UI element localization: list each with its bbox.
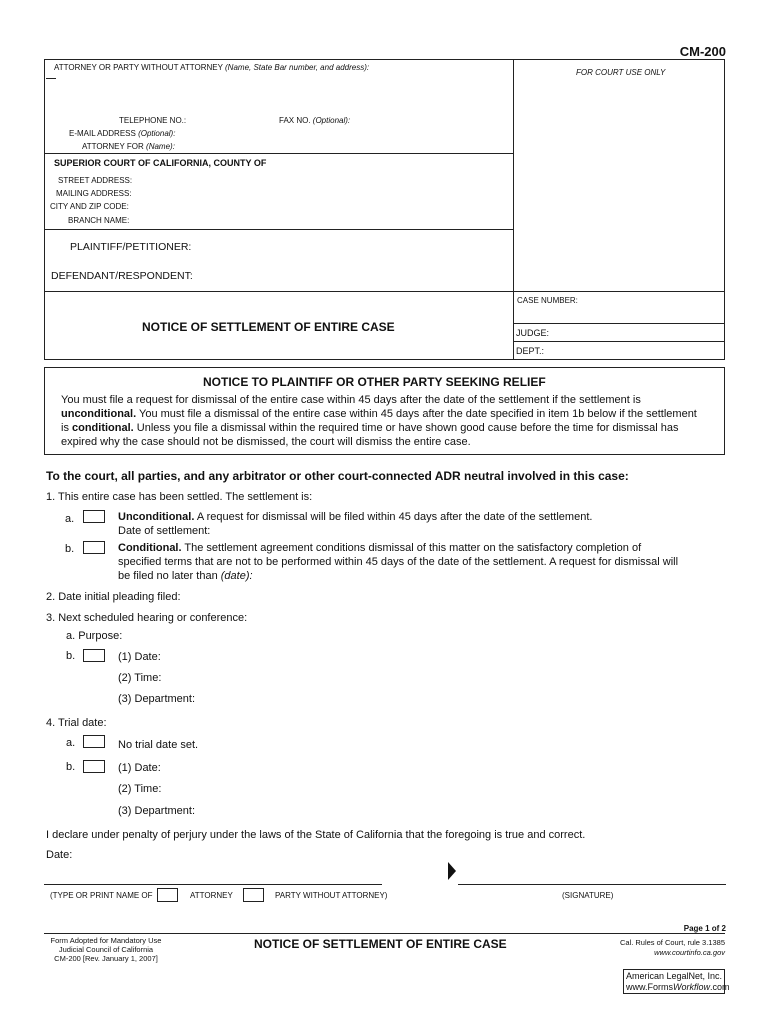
judge-label: JUDGE: <box>516 328 550 338</box>
item-3-text: 3. Next scheduled hearing or conference: <box>46 612 248 624</box>
case-number-label: CASE NUMBER: <box>517 296 578 305</box>
no-trial-date-checkbox[interactable] <box>83 735 105 748</box>
date-label: Date: <box>46 849 73 861</box>
footer-title: NOTICE OF SETTLEMENT OF ENTIRE CASE <box>254 937 507 951</box>
item-1a-letter: a. <box>65 513 75 525</box>
item-4-text: 4. Trial date: <box>46 717 107 729</box>
item-4b-letter: b. <box>66 761 76 773</box>
fax-label: FAX NO. (Optional): <box>279 116 351 125</box>
form-number: CM-200 <box>679 44 726 59</box>
attorney-label: ATTORNEY OR PARTY WITHOUT ATTORNEY (Name, State Bar number, and address): <box>54 63 370 72</box>
trial-date-checkbox[interactable] <box>83 760 105 773</box>
item-4b3-text: (3) Department: <box>118 805 196 817</box>
item-4b2-text: (2) Time: <box>118 783 162 795</box>
item-1b-letter: b. <box>65 543 75 555</box>
telephone-label: TELEPHONE NO.: <box>119 116 187 125</box>
page-number: Page 1 of 2 <box>683 924 726 933</box>
mailing-address-label: MAILING ADDRESS: <box>56 189 132 198</box>
form-title: NOTICE OF SETTLEMENT OF ENTIRE CASE <box>142 320 395 334</box>
rules-block: Cal. Rules of Court, rule 3.1385 www.courtinfo.ca.gov <box>619 938 725 957</box>
notice-text: You must file a request for dismissal of the entire case within 45 days after the date of the settlement if the settlement is unconditional. You must file a dismissal of the entire case within 45 days after the date specified in item 1b below if the settlement is conditional. Unless you file a dismissal within the required time or have shown good cause before the time for dismissal has expired why the case should not be dismissed, the court will dismiss the entire case. <box>61 394 697 448</box>
branch-name-label: BRANCH NAME: <box>68 216 130 225</box>
item-3b-letter: b. <box>66 650 76 662</box>
notice-title: NOTICE TO PLAINTIFF OR OTHER PARTY SEEKING RELIEF <box>203 375 546 389</box>
attorney-label-sig: ATTORNEY <box>190 891 233 900</box>
item-2-text: 2. Date initial pleading filed: <box>46 591 181 603</box>
item-3a-text: a. Purpose: <box>66 630 123 642</box>
party-checkbox[interactable] <box>243 888 264 902</box>
item-4b1-text: (1) Date: <box>118 762 161 774</box>
item-1-text: 1. This entire case has been settled. The settlement is: <box>46 491 313 503</box>
type-name-label: (TYPE OR PRINT NAME OF <box>50 891 153 900</box>
plaintiff-label: PLAINTIFF/PETITIONER: <box>70 241 192 253</box>
caption-box <box>44 59 725 360</box>
dept-label: DEPT.: <box>516 346 545 356</box>
name-line[interactable] <box>44 884 382 885</box>
item-3b3-text: (3) Department: <box>118 693 196 705</box>
attorney-checkbox[interactable] <box>157 888 178 902</box>
signature-label: (SIGNATURE) <box>562 891 614 900</box>
defendant-label: DEFENDANT/RESPONDENT: <box>51 270 193 282</box>
unconditional-checkbox[interactable] <box>83 510 105 523</box>
court-use-label: FOR COURT USE ONLY <box>576 68 666 77</box>
street-address-label: STREET ADDRESS: <box>58 176 133 185</box>
declaration-text: I declare under penalty of perjury under the laws of the State of California that the foregoing is true and correct. <box>46 829 586 841</box>
party-label: PARTY WITHOUT ATTORNEY) <box>275 891 388 900</box>
adopted-block: Form Adopted for Mandatory Use Judicial Council of California CM-200 [Rev. January 1, 2007] <box>50 936 162 963</box>
item-1a-text: Unconditional. A request for dismissal will be filed within 45 days after the date of the settlement. Date of settlement: <box>118 511 593 537</box>
arrow-icon <box>448 862 456 880</box>
item-3b2-text: (2) Time: <box>118 672 162 684</box>
item-4a-letter: a. <box>66 737 76 749</box>
body-heading: To the court, all parties, and any arbitrator or other court-connected ADR neutral involved in this case: <box>46 469 629 483</box>
attorney-for-label: ATTORNEY FOR (Name): <box>82 142 175 151</box>
city-zip-label: CITY AND ZIP CODE: <box>50 202 129 211</box>
item-4a-text: No trial date set. <box>118 739 199 751</box>
legalnet-text: American LegalNet, Inc. www.FormsWorkflow.com <box>626 971 730 992</box>
conditional-checkbox[interactable] <box>83 541 105 554</box>
hearing-date-checkbox[interactable] <box>83 649 105 662</box>
item-3b1-text: (1) Date: <box>118 651 161 663</box>
court-name: SUPERIOR COURT OF CALIFORNIA, COUNTY OF <box>54 158 267 168</box>
email-label: E-MAIL ADDRESS (Optional): <box>69 129 176 138</box>
item-1b-text: Conditional. The settlement agreement conditions dismissal of this matter on the satisfactory completion of specified terms that are not to be performed within 45 days of the date of the settlement. A request for dismissal will be filed no later than (date): <box>118 542 679 582</box>
signature-line[interactable] <box>458 884 726 885</box>
